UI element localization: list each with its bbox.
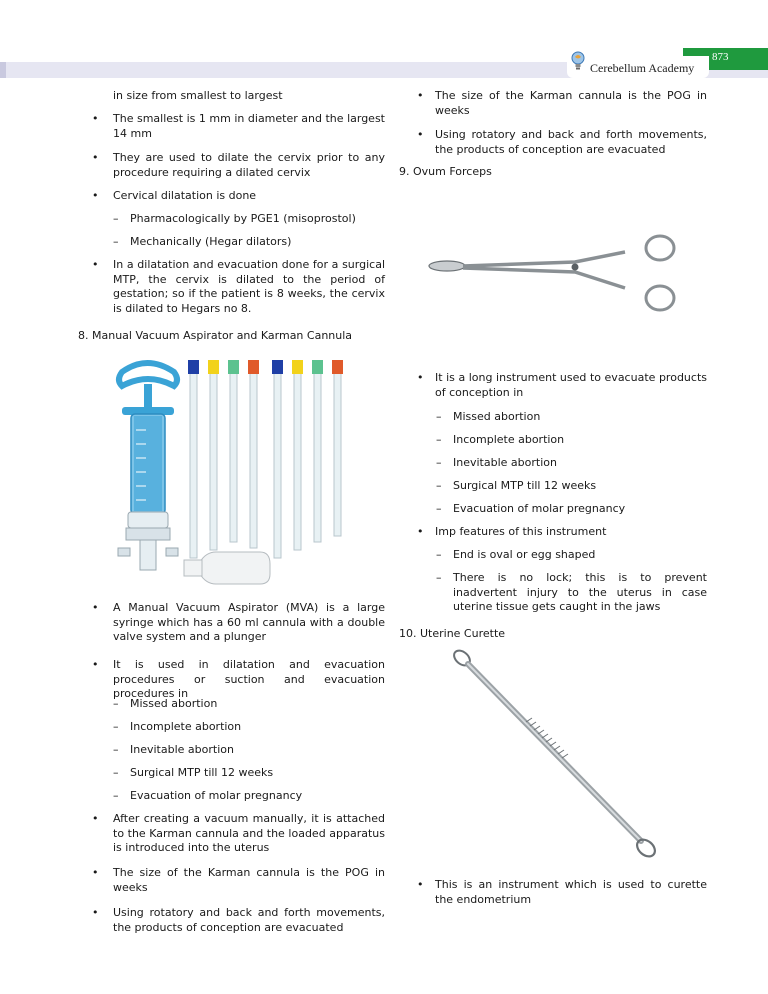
- dash-marker: –: [436, 410, 442, 423]
- heading-manual-vacuum-aspirator: 8. Manual Vacuum Aspirator and Karman Cannula: [78, 329, 353, 342]
- dash-marker: –: [436, 571, 442, 584]
- dash-mechanically: Mechanically (Hegar dilators): [130, 235, 292, 248]
- dash-marker: –: [113, 697, 119, 710]
- page-number: 873: [712, 51, 729, 63]
- dash-incomplete-abortion: Incomplete abortion: [130, 720, 242, 733]
- bullet-marker: •: [417, 525, 424, 538]
- uterine-curette-image: [446, 646, 666, 862]
- dash-surgical-mtp: Surgical MTP till 12 weeks: [130, 766, 274, 779]
- bullet-marker: •: [92, 151, 99, 164]
- dash-oval-end: End is oval or egg shaped: [453, 548, 596, 561]
- bullet-curette-endometrium: This is an instrument which is used to curette the endometrium: [435, 878, 707, 906]
- dash-marker: –: [436, 433, 442, 446]
- dash-inevitable-abortion: Inevitable abortion: [130, 743, 234, 756]
- bullet-imp-features: Imp features of this instrument: [435, 525, 607, 538]
- bullet-marker: •: [92, 601, 99, 614]
- dash-marker: –: [113, 720, 119, 733]
- dash-inevitable-abortion-right: Inevitable abortion: [453, 456, 557, 469]
- bullet-karman-size: The size of the Karman cannula is the POG in weeks: [113, 866, 385, 894]
- bullet-dilate-cervix: They are used to dilate the cervix prior to any procedure requiring a dilated cervix: [113, 151, 385, 179]
- bullet-rotatory-movements: Using rotatory and back and forth movements, the products of conception are evacuated: [113, 906, 385, 934]
- dash-marker: –: [113, 212, 119, 225]
- bullet-marker: •: [417, 89, 424, 102]
- bullet-cervical-dilatation: Cervical dilatation is done: [113, 189, 257, 202]
- bullet-marker: •: [92, 866, 99, 879]
- dash-molar-pregnancy-right: Evacuation of molar pregnancy: [453, 502, 626, 515]
- dash-pharmacologically: Pharmacologically by PGE1 (misoprostol): [130, 212, 356, 225]
- continued-text: in size from smallest to largest: [113, 89, 283, 102]
- dash-marker: –: [113, 235, 119, 248]
- bullet-dilatation-evacuation: In a dilatation and evacuation done for a surgical MTP, the cervix is dilated to the period of gestation; so if the patient is 8 weeks, the cervix is dilated to Hegars no 8.: [113, 258, 385, 315]
- dash-marker: –: [436, 502, 442, 515]
- bullet-marker: •: [92, 812, 99, 825]
- bullet-smallest-size: The smallest is 1 mm in diameter and the largest 14 mm: [113, 112, 385, 140]
- bullet-long-instrument: It is a long instrument used to evacuate products of conception in: [435, 371, 707, 399]
- bullet-marker: •: [92, 189, 99, 202]
- bullet-karman-size-right: The size of the Karman cannula is the POG in weeks: [435, 89, 707, 117]
- bullet-after-vacuum: After creating a vacuum manually, it is attached to the Karman cannula and the loaded apparatus is introduced into the uterus: [113, 812, 385, 854]
- dash-incomplete-abortion-right: Incomplete abortion: [453, 433, 565, 446]
- bullet-marker: •: [417, 371, 424, 384]
- bullet-used-in-procedures: It is used in dilatation and evacuation procedures or suction and evacuation procedures in: [113, 658, 385, 700]
- dash-missed-abortion-right: Missed abortion: [453, 410, 541, 423]
- heading-ovum-forceps: 9. Ovum Forceps: [399, 165, 492, 178]
- bullet-marker: •: [92, 906, 99, 919]
- dash-marker: –: [436, 548, 442, 561]
- ovum-forceps-image: [425, 232, 685, 316]
- dash-molar-pregnancy: Evacuation of molar pregnancy: [130, 789, 303, 802]
- bullet-marker: •: [92, 112, 99, 125]
- bullet-mva-definition: A Manual Vacuum Aspirator (MVA) is a large syringe which has a 60 ml cannula with a double valve system and a plunger: [113, 601, 385, 643]
- dash-missed-abortion: Missed abortion: [130, 697, 218, 710]
- bullet-rotatory-right: Using rotatory and back and forth movements, the products of conception are evacuated: [435, 128, 707, 156]
- dash-surgical-mtp-right: Surgical MTP till 12 weeks: [453, 479, 597, 492]
- heading-uterine-curette: 10. Uterine Curette: [399, 627, 506, 640]
- bullet-marker: •: [92, 658, 99, 671]
- bullet-marker: •: [417, 878, 424, 891]
- bullet-marker: •: [92, 258, 99, 271]
- dash-marker: –: [436, 479, 442, 492]
- dash-marker: –: [113, 789, 119, 802]
- dash-marker: –: [436, 456, 442, 469]
- brand-name: Cerebellum Academy: [590, 61, 695, 75]
- dash-marker: –: [113, 743, 119, 756]
- bullet-marker: •: [417, 128, 424, 141]
- dash-no-lock: There is no lock; this is to prevent inadvertent injury to the uterus in case uterine tissue gets caught in the jaws: [453, 571, 707, 613]
- dash-marker: –: [113, 766, 119, 779]
